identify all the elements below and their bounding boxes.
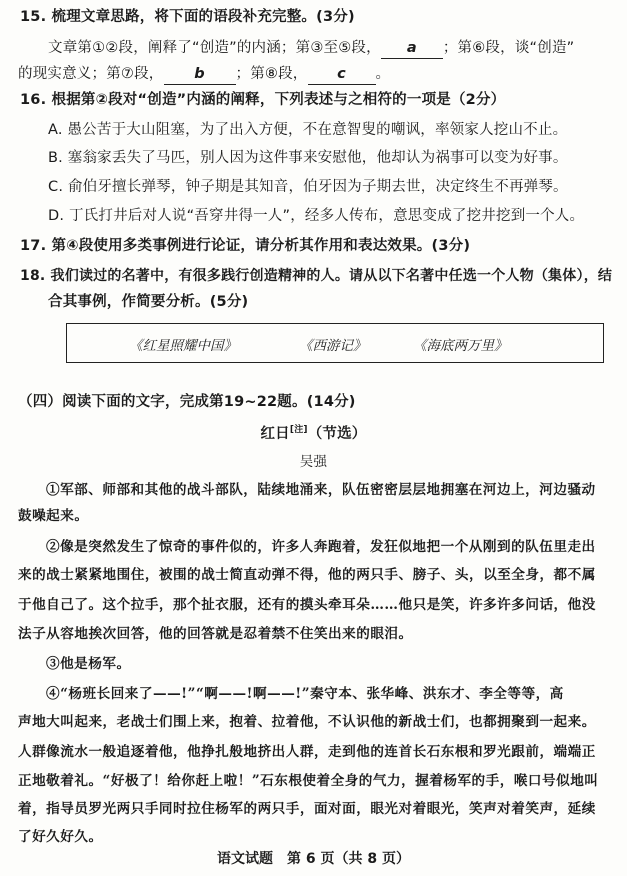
q16-option-c: C. 俞伯牙擅长弹琴，钟子期是其知音，伯牙因为子期去世，决定终生不再弹琴。 <box>48 179 568 195</box>
q15-line3: 的现实意义；第⑦段， b ；第⑧段， c 。 <box>18 64 390 85</box>
book-list-box <box>66 323 604 363</box>
q16-stem: 16. 根据第②段对“创造”内涵的阐释，下列表述与之相符的一项是（2分） <box>20 92 506 108</box>
passage-line: 人群像流水一般追逐着他，他挣扎般地挤出人群，走到他的连首长石东根和罗光跟前，端端正 <box>18 744 596 760</box>
q18-line1: 18. 我们读过的名著中，有很多践行创造精神的人。请从以下名著中任选一个人物（集体），结 <box>20 268 613 284</box>
q15-blank-c: c <box>308 64 376 85</box>
passage-line: 鼓噪起来。 <box>18 508 89 524</box>
q18-line2: 合其事例，作简要分析。(5分) <box>48 294 249 310</box>
q15-blank-a: a <box>381 38 443 59</box>
passage-line: 来的战士紧紧地围住，被围的战士简直动弹不得，他的两只手、膀子、头，以至全身，都不属 <box>18 567 596 583</box>
q15-blank-b: b <box>164 64 236 85</box>
title-note: [注] <box>289 425 308 435</box>
passage-line: 法子从容地挨次回答，他的回答就是忍着禁不住笑出来的眼泪。 <box>18 626 413 642</box>
q16-option-a: A. 愚公苦于大山阻塞，为了出入方便，不在意智叟的嘲讽，率领家人挖山不止。 <box>48 122 568 138</box>
q15-stem: 15. 梳理文章思路，将下面的语段补充完整。(3分) <box>20 9 355 25</box>
page-footer: 语文试题 第 6 页（共 8 页） <box>217 851 410 867</box>
passage-line: 正地敬着礼。“好极了！给你赶上啦！”石东根使着全身的气力，握着杨军的手，喉口号似地叫 <box>18 773 599 789</box>
passage-line: 了好久好久。 <box>18 829 103 845</box>
q16-option-d: D. 丁氏打井后对人说“吾穿井得一人”，经多人传布，意思变成了挖井挖到一个人。 <box>48 208 585 224</box>
q17-stem: 17. 第④段使用多类事例进行论证，请分析其作用和表达效果。(3分) <box>20 238 471 254</box>
passage-author: 吴强 <box>299 454 328 470</box>
q16-option-b: B. 塞翁家丢失了马匹，别人因为这件事来安慰他，他却认为祸事可以变为好事。 <box>48 150 568 166</box>
passage-line: 声地大叫起来，老战士们围上来，抱着、拉着他，不认识他的新战士们，也都拥聚到一起来。 <box>18 714 596 730</box>
passage-line: ③他是杨军。 <box>46 656 131 672</box>
passage-line: 于他自己了。这个拉手，那个扯衣服，还有的摸头牵耳朵……他只是笑，许多许多问话，他没 <box>18 597 596 613</box>
passage-line: ②像是突然发生了惊奇的事件似的，许多人奔跑着，发狂似地把一个从刚到的队伍里走出 <box>46 539 596 555</box>
book-title: 《红星照耀中国》 <box>129 338 237 354</box>
section-heading: （四）阅读下面的文字，完成第19~22题。(14分) <box>18 394 356 410</box>
passage-line: ①军部、师部和其他的战斗部队，陆续地涌来，队伍密密层层地拥塞在河边上，河边骚动 <box>46 482 596 498</box>
book-title: 《西游记》 <box>299 338 367 354</box>
q15-line2: 文章第①②段，阐释了“创造”的内涵；第③至⑤段， a ；第⑥段，谈“创造” <box>48 38 574 59</box>
passage-line: ④“杨班长回来了——!”“啊——!啊——!”秦守本、张华峰、洪东才、李全等等，高 <box>46 686 564 702</box>
book-title: 《海底两万里》 <box>413 338 508 354</box>
passage-line: 着，指导员罗光两只手同时拉住杨军的两只手，面对面，眼光对着眼光，笑声对着笑声，延续 <box>18 801 596 817</box>
passage-title: 红日[注]（节选） <box>260 425 367 442</box>
